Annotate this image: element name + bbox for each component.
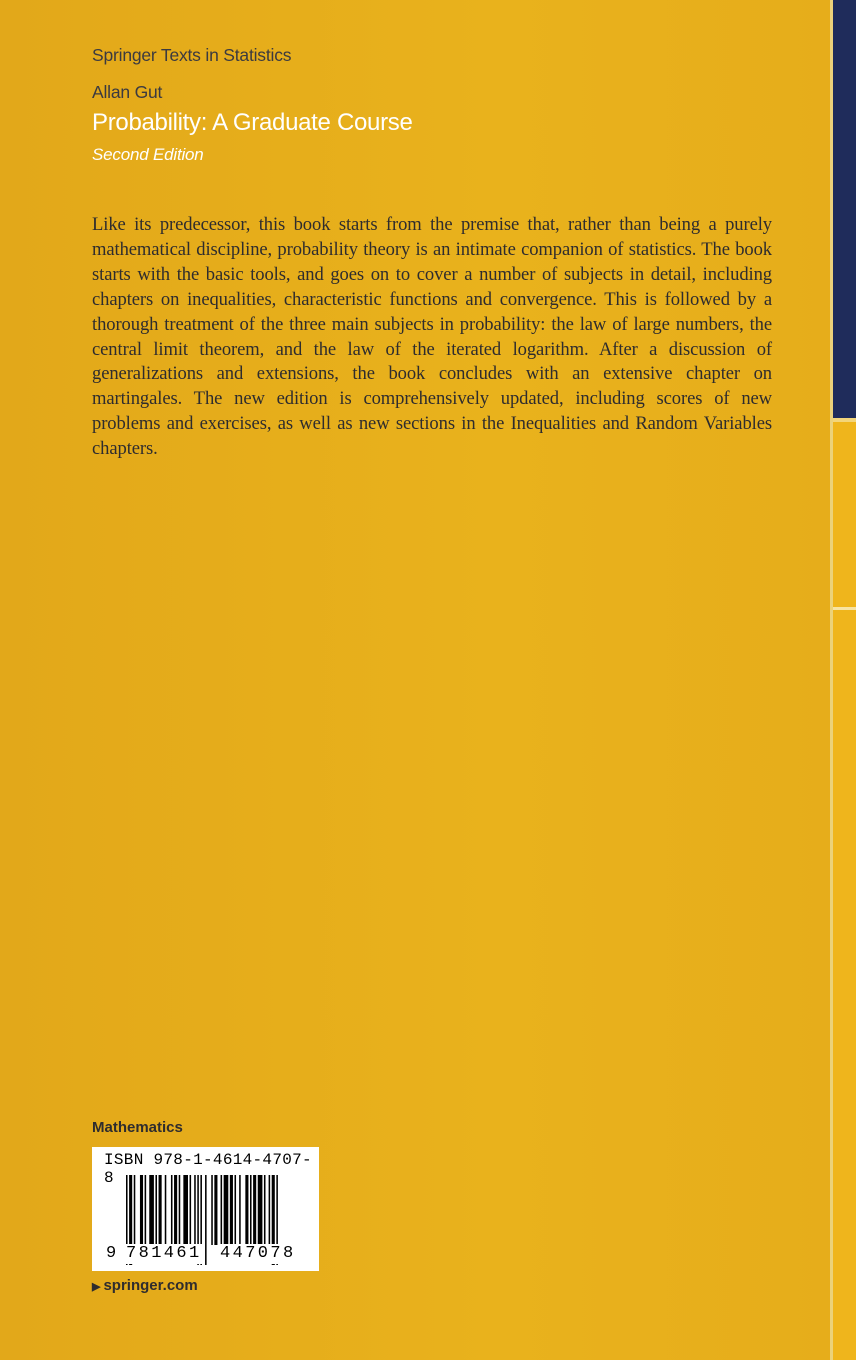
barcode-right-digits: 447078 [220,1244,296,1263]
barcode-bar [205,1175,207,1265]
publisher-website [92,1277,198,1294]
spine-divider-lower [833,607,856,610]
barcode-bar [258,1175,263,1245]
barcode-bar [235,1175,237,1245]
author-name: Allan Gut [92,82,163,102]
barcode-bar [269,1175,271,1245]
isbn-barcode [92,1147,319,1271]
barcode-bar [245,1175,248,1245]
barcode-bar [214,1175,217,1245]
barcode-bar [183,1175,188,1245]
subject-category: Mathematics [92,1119,183,1136]
book-description: Like its predecessor, this book starts from the premise that, rather than being a purely mathematical discipline, probability theory is an intimate companion of statistics. The book starts with the basic tools, and goes on to cover a number of subjects in detail, including chapters on inequalities, characteristic functions and convergence. This is followed by a thorough treatment of the three main subjects in probability: the law of large numbers, the central limit theorem, and the law of the iterated logarithm. After a discussion of generalizations and extensions, the book concludes with an extensive chapter on martingales. The new edition is comprehensively updated, including scores of new problems and exercises, as well as new sections in the Inequalities and Random Variables chapters. [92,214,772,460]
barcode-bar [179,1175,181,1245]
barcode-bar [224,1175,229,1245]
barcode-bar [221,1175,223,1245]
barcode-bar [134,1175,136,1245]
barcode-bar [239,1175,241,1245]
website-text: springer.com [103,1277,198,1294]
barcode-bar [155,1175,157,1245]
barcode-bar [140,1175,143,1245]
barcode-bar [174,1175,177,1245]
barcode-bar [149,1175,154,1245]
isbn-label: ISBN 978-1-4614-4707-8 [104,1151,312,1187]
arrow-right-icon: ▶ [92,1281,101,1293]
spine-navy-band [833,0,856,418]
edition-label: Second Edition [92,145,204,164]
barcode-first-digit: 9 [106,1244,117,1263]
barcode-bar [250,1175,252,1245]
barcode-bar [230,1175,233,1245]
series-name: Springer Texts in Statistics [92,45,292,65]
barcode-left-digits: 781461 [126,1244,202,1263]
barcode-bar [190,1175,192,1245]
barcode-bar [145,1175,147,1245]
book-title: Probability: A Graduate Course [92,109,413,136]
barcode-bar [264,1175,266,1245]
spine-yellow-band [833,422,856,1360]
barcode-bar [211,1175,213,1245]
barcode-bar [159,1175,162,1245]
barcode-bar [165,1175,167,1245]
barcode-bar [171,1175,173,1245]
barcode-bar [253,1175,256,1245]
barcode-bar [194,1175,196,1245]
